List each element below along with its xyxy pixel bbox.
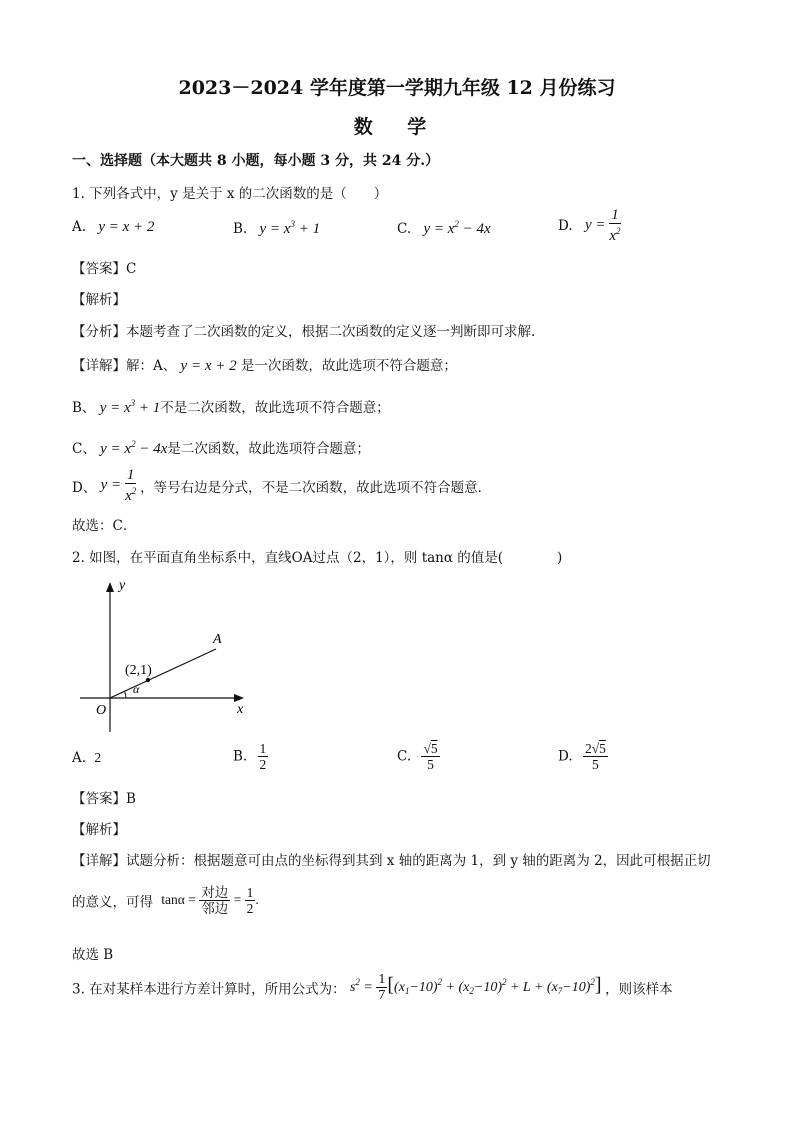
answer-value: C <box>126 261 137 277</box>
detail-b-prefix: B、 <box>72 400 96 416</box>
label-alpha: α <box>133 682 140 696</box>
detail-a-suffix: 是一次函数，故此选项不符合题意； <box>240 358 457 374</box>
detail-b-suffix: 不是二次函数，故此选项不符合题意； <box>160 400 390 416</box>
q1-option-b <box>233 219 320 238</box>
label-a: A <box>213 632 222 647</box>
xiangjie-tag: 【详解】 <box>72 853 126 869</box>
q2-conclusion: 故选 B <box>72 947 114 963</box>
q1-option-b-label: B. <box>233 221 248 237</box>
q1-jiexi-tag: 【解析】 <box>72 292 126 308</box>
q1-option-d-label: D. <box>558 218 573 234</box>
q3-stem-prefix: 3. 在对某样本进行方差计算时，所用公式为： <box>72 981 346 998</box>
page-title: 2023－2024 学年度第一学期九年级 12 月份练习 <box>178 77 616 99</box>
detail-2-math: tanα = $\frac{\text{对边}}{\text{邻边}}$ = $\frac{1}{2}$ . <box>161 885 259 916</box>
label-point: (2,1) <box>125 663 152 678</box>
detail-d-math: y = $\frac{1}{x^2}$ <box>100 467 137 504</box>
q1-option-c-math: $y = x^2 - 4x$ <box>423 219 491 237</box>
q1-option-a <box>72 219 154 236</box>
q1-option-b-math: $y = x^3 + 1$ <box>259 219 321 237</box>
detail-d-prefix: D、 <box>72 480 97 496</box>
label-y: y <box>119 578 126 593</box>
subject-title: 数 学 <box>353 116 441 138</box>
q2-detail-1 <box>72 849 711 869</box>
q1-option-c <box>397 219 491 238</box>
q2-option-a-value: 2 <box>94 750 102 765</box>
fenxi-tag: 【分析】 <box>72 324 126 340</box>
q1-option-a-math: y = x + 2 <box>98 219 155 235</box>
section-heading: 一、选择题（本大题共 8 小题，每小题 3 分，共 24 分.） <box>72 153 440 169</box>
q2-option-a-label: A. <box>72 750 87 766</box>
q1-detail-b <box>72 396 390 417</box>
detail-c-math: $y = x^2 - 4x$ <box>100 439 168 457</box>
q2-option-b-label: B. <box>233 748 248 765</box>
q2-option-b-value: $\frac{1}{2}$ <box>259 741 267 772</box>
q2-option-c <box>397 741 440 772</box>
question-3-stem <box>72 972 673 1003</box>
q2-option-b <box>233 741 268 772</box>
q3-formula: $s^2$ = $\frac{1}{7}$ $[(x_1-10)^2 + (x_2-10)^2 + L + (x_7-10)^2]$ <box>349 972 602 1003</box>
detail-a-prefix: 解：A、 <box>126 358 177 374</box>
detail-2-prefix: 的意义，可得 <box>72 894 153 911</box>
q2-jiexi-tag: 【解析】 <box>72 822 126 838</box>
q2-option-d <box>558 741 608 772</box>
answer-tag: 【答案】 <box>72 261 126 277</box>
x-axis-arrow <box>234 694 244 702</box>
q1-option-d <box>558 208 621 244</box>
question-2-stem: 2. 如图，在平面直角坐标系中，直线OA过点（2，1），则 tanα 的值是( ) <box>72 550 563 566</box>
detail-1-text: 试题分析：根据题意可由点的坐标得到其到 x 轴的距离为 1，到 y 轴的距离为 2，因此可根据正切 <box>126 853 711 869</box>
q2-option-c-label: C. <box>397 748 412 765</box>
q1-detail-a <box>72 354 457 375</box>
label-x: x <box>237 702 244 717</box>
fenxi-text: 本题考查了二次函数的定义，根据二次函数的定义逐一判断即可求解． <box>126 324 545 340</box>
q1-detail-c <box>72 437 370 458</box>
q3-stem-suffix: ，则该样本 <box>605 981 673 998</box>
point-2-1 <box>146 678 150 682</box>
q1-option-d-math: y = $\frac{1}{x^2}$ <box>584 207 621 244</box>
q2-detail-2 <box>72 885 259 916</box>
answer-tag: 【答案】 <box>72 791 126 807</box>
q2-option-d-value: $\frac{2√5}{5}$ <box>584 741 606 772</box>
angle-arc <box>125 691 127 698</box>
q2-answer <box>72 787 136 807</box>
q1-fenxi <box>72 320 545 340</box>
label-o: O <box>96 703 107 718</box>
q1-option-c-label: C. <box>397 221 412 237</box>
detail-b-math: $y = x^3 + 1$ <box>99 398 161 416</box>
y-axis-arrow <box>106 582 114 592</box>
detail-d-suffix: ，等号右边是分式，不是二次函数，故此选项不符合题意． <box>140 480 492 496</box>
q1-option-a-label: A. <box>72 219 87 235</box>
answer-value: B <box>126 791 136 807</box>
detail-a-math: y = x + 2 <box>180 358 237 374</box>
q2-option-a <box>72 750 101 766</box>
q1-answer <box>72 257 136 277</box>
xiangjie-tag: 【详解】 <box>72 358 126 374</box>
q1-detail-d <box>72 468 491 504</box>
coordinate-figure <box>70 578 260 738</box>
q2-option-c-value: $\frac{√5}{5}$ <box>423 741 438 772</box>
detail-c-prefix: C、 <box>72 441 96 457</box>
q2-option-d-label: D. <box>558 748 573 765</box>
question-1-stem: 1. 下列各式中，y 是关于 x 的二次函数的是（ ） <box>72 186 388 202</box>
detail-c-suffix: 是二次函数，故此选项符合题意； <box>167 441 370 457</box>
q1-conclusion: 故选：C． <box>72 518 137 534</box>
